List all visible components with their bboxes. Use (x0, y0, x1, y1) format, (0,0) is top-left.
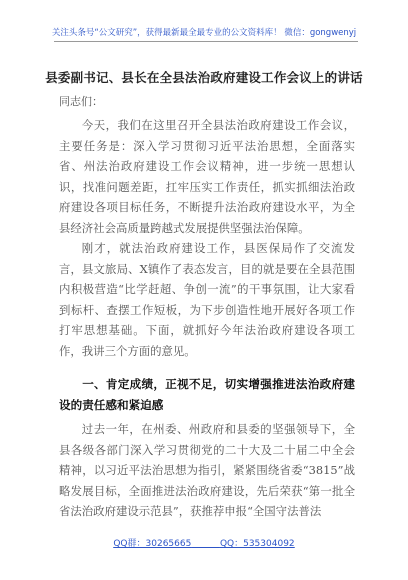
document-title: 县委副书记、县长在全县法治政府建设工作会议上的讲话 (45, 70, 363, 85)
body-paragraph-2: 刚才，就法治政府建设工作，县医保局作了交流发言，县文旅局、X镇作了表态发言，目的就是要在全县范围内积极营造“比学赶超、争创一流”的干事氛围，让大家看到标杆、查摆工作短板，为下步创造性地开展好各项工作打牢思想基础。下面，就抓好今年法治政府建设各项工作，我讲三个方面的意见。 (59, 241, 355, 358)
header-divider (54, 41, 358, 42)
salutation: 同志们： (59, 95, 103, 108)
footer-qq-number: QQ：535304092 (219, 539, 295, 549)
section-heading-1: 一、肯定成绩，正视不足，切实增强推进法治政府建设的责任感和紧迫感 (59, 377, 355, 412)
body-paragraph-1: 今天，我们在这里召开全县法治政府建设工作会议，主要任务是：深入学习贯彻习近平法治思想，全面落实省、州法治政府建设工作会议精神，进一步统一思想认识，找准问题差距，扛牢压实工作责任，抓实抓细法治政府建设各项目标任务，不断提升法治政府建设水平，为全县经济社会高质量跨越式发展提供坚强法治保障。 (59, 118, 355, 235)
header-banner: 关注头条号“公文研究”，获得最新最全最专业的公文资料库！ 微信：gongwenyj (51, 28, 357, 38)
footer-qq-group: QQ群：30265665 (113, 539, 192, 549)
footer-contact (0, 536, 408, 549)
body-paragraph-3: 过去一年，在州委、州政府和县委的坚强领导下，全县各级各部门深入学习贯彻党的二十大及二十届二中全会精神，以习近平法治思想为指引，紧紧围绕省委“3815”战略发展目标，全面推进法治政府建设，先后荣获“第一批全省法治政府建设示范县”，获推荐申报“全国守法普法 (59, 422, 355, 518)
